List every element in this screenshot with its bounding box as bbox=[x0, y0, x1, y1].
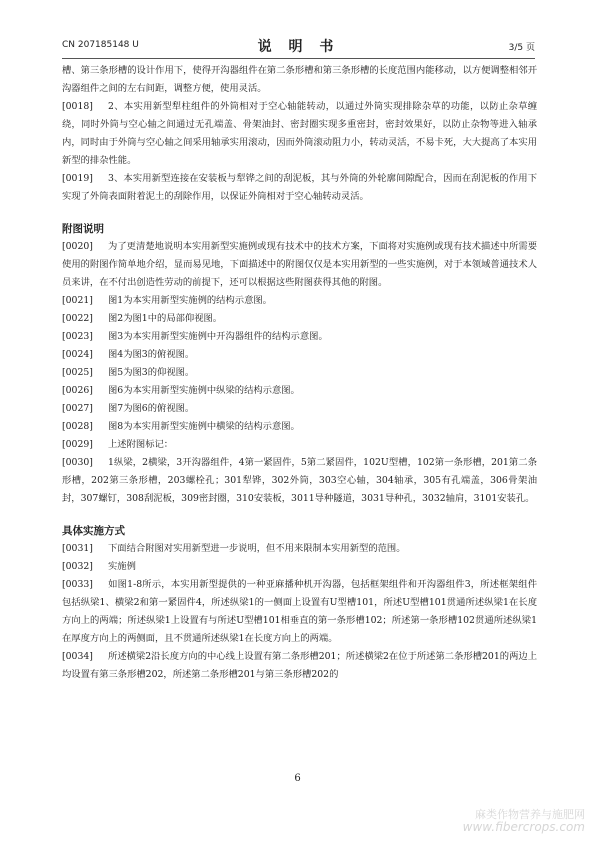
paragraph-text: 2、本实用新型犁柱组件的外筒相对于空心轴能转动，以通过外筒实现排除杂草的功能，以防止杂草缠绕，同时外筒与空心轴之间通过无孔端盖、骨架油封、密封圈实现多重密封，密封效果好，以防止杂物等进入轴承内，同时由于外筒与空心轴之间采用轴承实用滚动，因而外筒滚动阻力小，转动灵活，不易卡死，大大提高了本实用新型的排杂性能。 bbox=[62, 101, 537, 166]
paragraph-text: 如图1-8所示，本实用新型提供的一种亚麻播种机开沟器，包括框架组件和开沟器组件3，所述框架组件包括纵梁1、横梁2和第一紧固件4，所述纵梁1的一侧面上设置有U型槽101，所述U型槽101贯通所述纵梁1在长度方向上的两端；所述纵梁1上设置有与所述U型槽101相垂直的第一条形槽102；所述第一条形槽102贯通所述纵梁1在厚度方向上的两侧面，且不贯通所述纵梁1在长度方向上的两端。 bbox=[62, 579, 537, 644]
paragraph-0026 bbox=[62, 382, 537, 400]
paragraph-0024 bbox=[62, 346, 537, 364]
document-title: 说 明 书 bbox=[257, 39, 340, 55]
paragraph-number: [0032] bbox=[62, 561, 93, 572]
page-of-indicator: 3/5 页 bbox=[508, 43, 535, 53]
paragraph-text: 图3为本实用新型实施例中开沟器组件的结构示意图。 bbox=[108, 331, 328, 342]
paragraph-number: [0027] bbox=[62, 403, 93, 414]
paragraph-0021 bbox=[62, 292, 537, 310]
watermark-url: www.fibercrops.com bbox=[462, 820, 585, 834]
paragraph-0030 bbox=[62, 454, 537, 508]
paragraph-text: 上述附图标记： bbox=[108, 439, 174, 450]
paragraph-0034 bbox=[62, 648, 537, 684]
page-header bbox=[62, 36, 535, 58]
paragraph-0020 bbox=[62, 238, 537, 292]
paragraph-number: [0029] bbox=[62, 439, 93, 450]
paragraph-0025 bbox=[62, 364, 537, 382]
paragraph-text: 为了更清楚地说明本实用新型实施例或现有技术中的技术方案，下面将对实施例或现有技术描述中所需要使用的附图作简单地介绍，显而易见地，下面描述中的附图仅仅是本实用新型的一些实施例，对于本领域普通技术人员来讲，在不付出创造性劳动的前提下，还可以根据这些附图获得其他的附图。 bbox=[62, 241, 537, 288]
paragraph-number: [0031] bbox=[62, 543, 93, 554]
paragraph-number: [0020] bbox=[62, 241, 93, 252]
paragraph-number: [0023] bbox=[62, 331, 93, 342]
paragraph-0019 bbox=[62, 170, 537, 206]
paragraph-text: 实施例 bbox=[108, 561, 136, 572]
watermark-site-name: 麻类作物营养与施肥网 bbox=[475, 808, 585, 821]
paragraph-number: [0018] bbox=[62, 101, 93, 112]
paragraph-text: 所述横梁2沿长度方向的中心线上设置有第二条形槽201；所述横梁2在位于所述第二条形槽201的两边上均设置有第三条形槽202，所述第二条形槽201与第三条形槽202的 bbox=[62, 651, 537, 680]
paragraph-0018 bbox=[62, 98, 537, 170]
paragraph-text: 下面结合附图对实用新型进一步说明，但不用来限制本实用新型的范围。 bbox=[108, 543, 406, 554]
paragraph-0028 bbox=[62, 418, 537, 436]
section-heading-embodiments: 具体实施方式 bbox=[62, 525, 125, 537]
paragraph-number: [0028] bbox=[62, 421, 93, 432]
paragraph-number: [0024] bbox=[62, 349, 93, 360]
paragraph-number: [0034] bbox=[62, 651, 93, 662]
paragraph-text: 图8为本实用新型实施例中横梁的结构示意图。 bbox=[108, 421, 300, 432]
document-body bbox=[62, 62, 537, 684]
paragraph-0023 bbox=[62, 328, 537, 346]
paragraph-text: 图7为图6的俯视图。 bbox=[108, 403, 195, 414]
paragraph-0032 bbox=[62, 558, 537, 576]
paragraph-text: 图1为本实用新型实施例的结构示意图。 bbox=[108, 295, 272, 306]
paragraph-number: [0030] bbox=[62, 457, 93, 468]
watermark bbox=[463, 808, 585, 834]
paragraph-0031 bbox=[62, 540, 537, 558]
paragraph-number: [0025] bbox=[62, 367, 93, 378]
paragraph-text: 图6为本实用新型实施例中纵梁的结构示意图。 bbox=[108, 385, 300, 396]
paragraph-number: [0026] bbox=[62, 385, 93, 396]
paragraph-number: [0022] bbox=[62, 313, 93, 324]
paragraph-0033 bbox=[62, 576, 537, 648]
section-heading-drawings: 附图说明 bbox=[62, 223, 104, 235]
paragraph-0029 bbox=[62, 436, 537, 454]
patent-number: CN 207185148 U bbox=[62, 40, 139, 50]
paragraph-text: 1纵梁，2横梁，3开沟器组件，4第一紧固件，5第二紧固件，102U型槽，102第一条形槽，201第二条形槽，202第三条形槽，203螺栓孔；301犁铧，302外筒，303空心轴，304轴承，305有孔端盖，306骨架油封，307螺钉，308刮泥板，309密封圈，310安装板，3011导种隧道，3031导种孔，3032轴肩，3101安装孔。 bbox=[62, 457, 537, 504]
header-rule bbox=[62, 58, 535, 59]
page-number: 6 bbox=[294, 773, 301, 784]
paragraph-text: 图5为图3的仰视图。 bbox=[108, 367, 195, 378]
paragraph-0022 bbox=[62, 310, 537, 328]
paragraph-continuation: 槽、第三条形槽的设计作用下，使得开沟器组件在第二条形槽和第三条形槽的长度范围内能移动，以方便调整相邻开沟器组件之间的左右间距，调整方便，使用灵活。 bbox=[62, 65, 537, 94]
paragraph-text: 3、本实用新型连接在安装板与犁铧之间的刮泥板，其与外筒的外轮廓间隙配合，因而在刮泥板的作用下实现了外筒表面附着泥土的刮除作用，以保证外筒相对于空心轴转动灵活。 bbox=[62, 173, 537, 202]
paragraph-number: [0021] bbox=[62, 295, 93, 306]
paragraph-0027 bbox=[62, 400, 537, 418]
paragraph-number: [0033] bbox=[62, 579, 93, 590]
paragraph-number: [0019] bbox=[62, 173, 93, 184]
paragraph-text: 图4为图3的俯视图。 bbox=[108, 349, 195, 360]
paragraph-text: 图2为图1中的局部仰视图。 bbox=[108, 313, 223, 324]
